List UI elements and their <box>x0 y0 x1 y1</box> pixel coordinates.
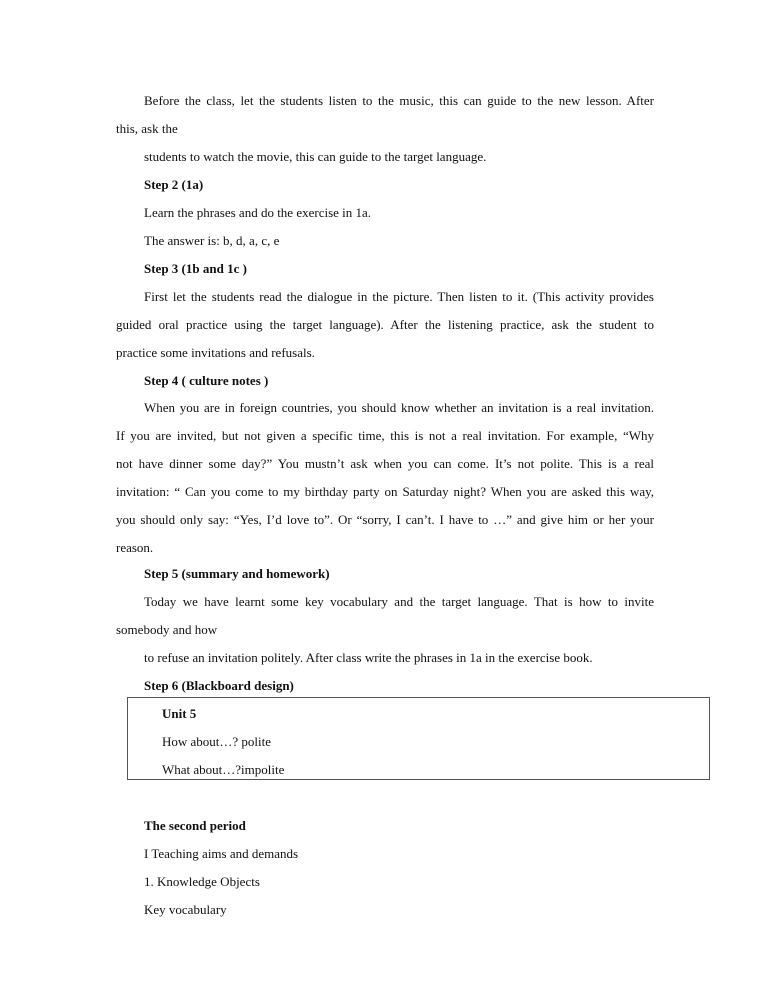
blackboard-line-2: What about…?impolite <box>162 762 285 777</box>
step-5-line-2: somebody and how <box>116 622 218 637</box>
intro-line-3: students to watch the movie, this can guide to the target language. <box>144 149 487 164</box>
intro-line-2: this, ask the <box>116 121 178 136</box>
blackboard-title: Unit 5 <box>162 706 197 721</box>
step-2-line-2: The answer is: b, d, a, c, e <box>144 233 280 248</box>
step-4-line-6: reason. <box>116 540 154 555</box>
step-4-line-1: When you are in foreign countries, you should know whether an invitation is a real invitation. <box>144 400 654 415</box>
step-2-line-1: Learn the phrases and do the exercise in 1a. <box>144 205 372 220</box>
second-period-heading: The second period <box>144 818 246 833</box>
second-period-line-2: 1. Knowledge Objects <box>144 874 260 889</box>
blackboard-line-1: How about…? polite <box>162 734 272 749</box>
step-5-line-1: Today we have learnt some key vocabulary and the target language. That is how to invite <box>144 594 654 609</box>
step-5-heading: Step 5 (summary and homework) <box>144 566 330 581</box>
step-4-line-3: not have dinner some day?” You mustn’t ask when you can come. It’s not polite. This is a real <box>116 456 654 471</box>
step-3-heading: Step 3 (1b and 1c ) <box>144 261 247 276</box>
step-3-line-2: guided oral practice using the target language). After the listening practice, ask the student to <box>116 317 654 332</box>
step-2-heading: Step 2 (1a) <box>144 177 204 192</box>
step-3-line-3: practice some invitations and refusals. <box>116 345 315 360</box>
second-period-line-3: Key vocabulary <box>144 902 227 917</box>
step-4-line-4: invitation: “ Can you come to my birthday party on Saturday night? When you are asked this way, <box>116 484 654 499</box>
step-4-heading: Step 4 ( culture notes ) <box>144 373 269 388</box>
step-5-line-3: to refuse an invitation politely. After class write the phrases in 1a in the exercise book. <box>144 650 593 665</box>
step-4-line-2: If you are invited, but not given a specific time, this is not a real invitation. For example, “Why <box>116 428 654 443</box>
second-period-line-1: I Teaching aims and demands <box>144 846 299 861</box>
step-4-line-5: you should only say: “Yes, I’d love to”. Or “sorry, I can’t. I have to …” and give him or her your <box>116 512 654 527</box>
intro-line-1: Before the class, let the students listen to the music, this can guide to the new lesson. After <box>144 93 654 108</box>
step-3-line-1: First let the students read the dialogue in the picture. Then listen to it. (This activity provides <box>144 289 654 304</box>
step-6-heading: Step 6 (Blackboard design) <box>144 678 294 693</box>
